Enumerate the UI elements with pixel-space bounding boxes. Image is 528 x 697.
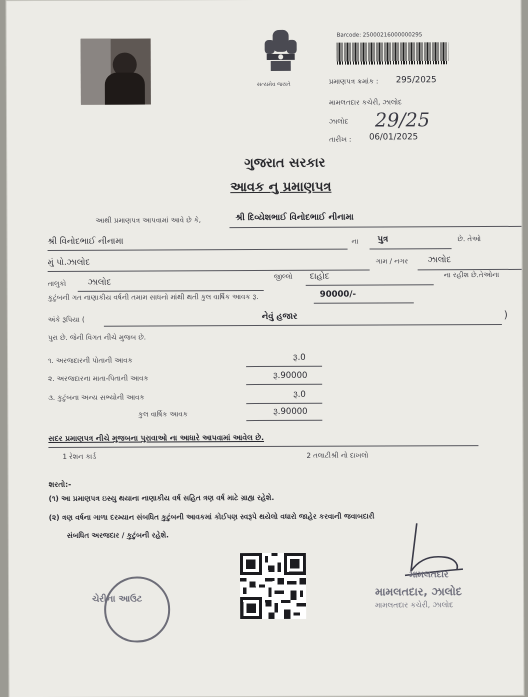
condition-2-line2: સંબધિત અરજદાર / કુટુંબની રહેશે. xyxy=(66,530,169,540)
ashoka-emblem-icon xyxy=(256,28,303,89)
taluka: ઝાલોદ xyxy=(87,277,112,288)
certificate-no: 295/2025 xyxy=(395,75,437,86)
certificate-no-label: પ્રમાણપત્ર ક્રમાંક : xyxy=(328,77,379,86)
signatory-title: મામલતદાર xyxy=(408,570,449,581)
amount-in-words-label: અંકે રૂપિયા ( xyxy=(47,315,85,324)
amount-in-words: નેવું હજાર xyxy=(261,311,298,323)
basis-item-ration-card: 1 રેશન કાર્ડ xyxy=(62,452,97,461)
income-row-others-label: ૩. કુટુંબના અન્ય સભ્યોની આવક xyxy=(48,393,145,402)
condition-1: (૧) આ પ્રમાણપત્ર ઇસ્યુ થયાના નાણાકીય વર્ષ સહિત ત્રણ વર્ષ માટે ગ્રાહ્ય રહેશે. xyxy=(48,492,275,503)
conditions-heading: શરતો:- xyxy=(48,479,72,489)
details-text: પુરા છે. જેની વિગત નીચે મુજબ છે. xyxy=(47,333,147,342)
income-row-self-value: રૂ.0 xyxy=(293,352,306,363)
district: દાહોદ xyxy=(309,271,330,282)
village-label: ગામ / નગર xyxy=(375,257,409,266)
basis-item-talati-certificate: 2 તલાટીશ્રી નો દાખલો xyxy=(306,451,369,460)
village: ઝાલોદ xyxy=(427,255,452,266)
handwritten-date: 29/25 xyxy=(374,109,430,132)
intro-text: આથી પ્રમાણપત્ર આપવામાં આવે છે કે, xyxy=(95,216,202,225)
signatory-office: મામલતદાર કચેરી, ઝાલોદ xyxy=(375,600,454,610)
income-row-parents-label: ૨. અરજદારના માતા-પિતાની આવક xyxy=(48,374,149,383)
seal-text: ચેરીના આઉટ xyxy=(92,594,143,605)
certificate-paper xyxy=(6,0,523,697)
qr-code xyxy=(240,553,306,619)
relation-prefix: ના xyxy=(351,237,359,246)
relation: પુત્ર xyxy=(377,234,389,245)
applicant-photo xyxy=(81,38,151,104)
income-amount: 90000/- xyxy=(319,289,357,300)
district-label: જીલ્લો xyxy=(273,272,293,281)
government-title: ગુજરાત સરકાર xyxy=(244,155,326,172)
certificate-title: આવક નુ પ્રમાણપત્ર xyxy=(230,179,332,196)
basis-heading: સદર પ્રમાણપત્ર નીચે મુજબના પુરાવાઓ ના આધારે આપવામાં આવેલ છે. xyxy=(48,433,265,443)
amount-in-words-close: ) xyxy=(503,309,508,321)
emblem-caption: સત્યમેવ જયતે xyxy=(256,81,291,89)
income-text: કુટુંબની ગત નાણાકીય વર્ષની તમામ સાધનો માંથી થતી કુલ વાર્ષિક આવક રૂ. xyxy=(47,293,259,302)
income-row-total-label: કુલ વાર્ષિક આવક xyxy=(138,410,188,419)
condition-2-line1: (૨) ત્રણ વર્ષના ગાળા દરમ્યાન સંબધિત કુટુંબની આવકમાં કોઈપણ સ્વરૂપે થયેલો વધારો જાહેર કરવાની જવાબદારી xyxy=(48,511,375,522)
income-row-self-label: ૧. અરજદારની પોતાની આવક xyxy=(48,356,133,365)
office-seal xyxy=(92,576,170,642)
resident-text: ના રહીશ છે.તેઓના xyxy=(443,270,500,280)
income-row-others-value: રૂ.0 xyxy=(293,389,306,400)
issue-date: 06/01/2025 xyxy=(369,132,419,143)
barcode-text: Barcode: 25000216000000295 xyxy=(336,32,423,39)
father-name: શ્રી વિનોદભાઈ નીનામા xyxy=(47,236,124,247)
address: મું પો.ઝાલોદ xyxy=(47,257,91,268)
date-label: તારીખ : xyxy=(329,135,352,144)
address-prefix: છે. તેઓ xyxy=(457,235,481,244)
income-row-total-value: રૂ.90000 xyxy=(273,406,308,417)
applicant-name: શ્રી દિવ્યેશભાઈ વિનોદભાઈ નીનામા xyxy=(235,212,354,224)
office-name: મામલતદાર કચેરી, ઝાલોદ xyxy=(328,98,402,107)
signatory-stamp: મામલતદાર, ઝાલોદ xyxy=(375,585,462,599)
taluka-label: તાલુકો xyxy=(47,279,67,288)
barcode xyxy=(337,42,449,64)
income-row-parents-value: રૂ.90000 xyxy=(273,370,308,381)
place-label: ઝાલોદ xyxy=(328,117,349,126)
